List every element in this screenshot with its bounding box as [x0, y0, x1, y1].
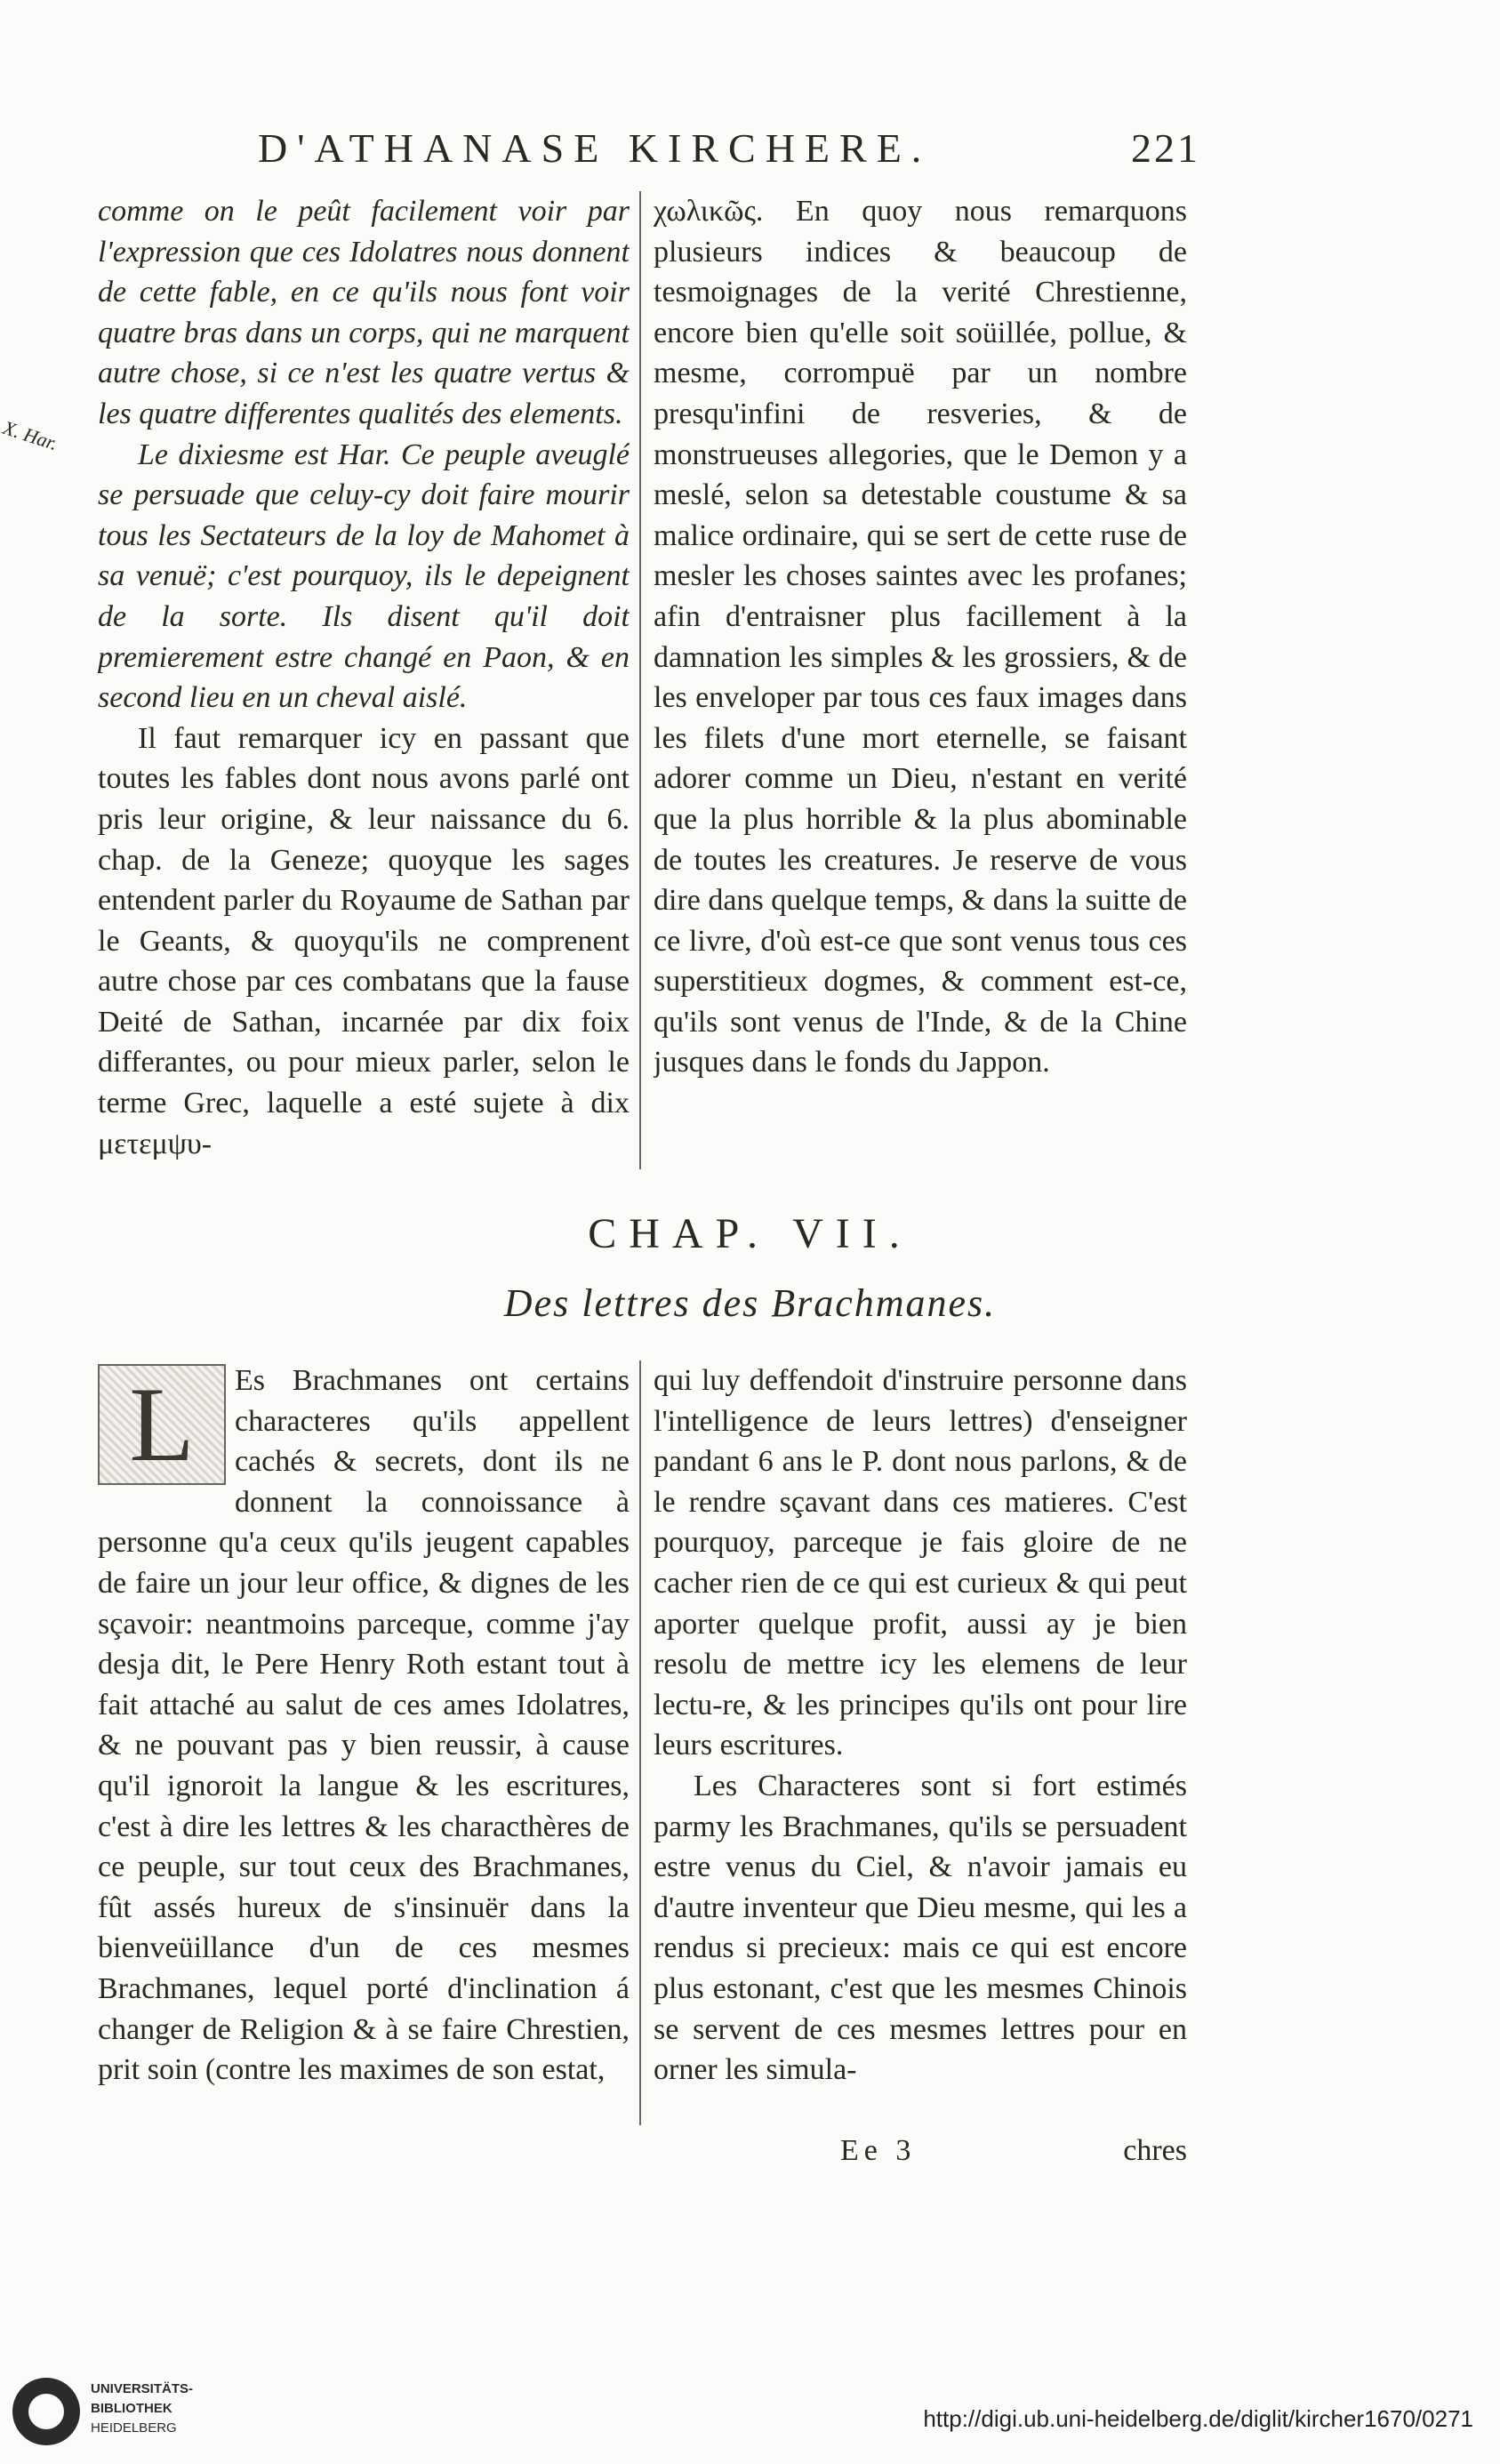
- left-column-bottom: [98, 1360, 630, 2116]
- logo-text: [91, 2380, 193, 2438]
- source-url[interactable]: http://digi.ub.uni-heidelberg.de/diglit/kircher1670/0271: [923, 2405, 1473, 2432]
- page-number: 221: [1131, 125, 1200, 171]
- right-column-top: [654, 191, 1187, 1169]
- paragraph: qui luy deffendoit d'instruire personne dans l'intelligence de leurs lettres) d'enseigner pandant 6 ans le P. dont nous parlons, & de le rendre sçavant dans ces matieres. C'est pourquoy, parceque je fais gloire de ne cacher rien de ce qui est curieux & qui peut aporter quelque profit, aussi ay je bien resolu de mettre icy les elemens de leur lectu-re, & les principes qu'ils ont pour lire leurs escritures.: [654, 1364, 1187, 1762]
- catchword: chres: [1123, 2134, 1187, 2167]
- column-rule: [639, 1360, 641, 2125]
- running-title: D'ATHANASE KIRCHERE.: [258, 125, 932, 171]
- column-rule: [639, 191, 641, 1169]
- paragraph: Le dixiesme est Har. Ce peuple aveuglé se persuade que celuy-cy doit faire mourir tous les Sectateurs de la loy de Mahomet à sa venuë; c'est pourquoy, ils le depeignent de la sorte. Ils disent qu'il doit premierement estre changé en Paon, & en second lieu en un cheval aislé.: [98, 437, 630, 715]
- initial-letter: L: [129, 1365, 195, 1483]
- right-column-bottom: [654, 1360, 1187, 2116]
- signature-mark: Ee 3: [840, 2134, 917, 2167]
- paragraph: Les Characteres sont si fort estimés parmy les Brachmanes, qu'ils se persuadent estre venus du Ciel, & n'avoir jamais eu d'autre inventeur que Dieu mesme, qui les a rendus si precieux: mais ce qui est encore plus estonant, c'est que les mesmes Chinois se servent de ces mesmes lettres pour en orner les simula-: [654, 1769, 1187, 2087]
- logo-line: HEIDELBERG: [91, 2420, 177, 2436]
- decorated-initial: [98, 1364, 226, 1485]
- logo-line: UNIVERSITÄTS-: [91, 2381, 194, 2396]
- paragraph: χωλικῶς. En quoy nous remarquons plusieurs indices & beaucoup de tesmoignages de la verité Chrestienne, encore bien qu'elle soit soüillée, pollue, & mesme, corrompuë par un nombre presqu'infini de resveries, & de monstrueuses allegories, que le Demon y a meslé, selon sa detestable coustume & sa malice ordinaire, qui se sert de cette ruse de mesler les choses saintes avec les profanes; afin d'entraisner plus facillement à la damnation les simples & les grossiers, & de les enveloper par tous ces faux images dans les filets d'une mort eternelle, se faisant adorer comme un Dieu, n'estant en verité que la plus horrible & la plus abominable de toutes les creatures. Je reserve de vous dire dans quelque temps, & dans la suitte de ce livre, d'où est-ce que sont venus tous ces superstitieux dogmes, & comment est-ce, qu'ils sont venus de l'Inde, & de la Chine jusques dans le fonds du Jappon.: [654, 195, 1187, 1080]
- paragraph: Il faut remarquer icy en passant que toutes les fables dont nous avons parlé ont pris leur origine, & leur naissance du 6. chap. de la Geneze; quoyque les sages entendent parler du Royaume de Sathan par le Geants, & quoyqu'ils ne comprenent autre chose par ces combatans que la fause Deité de Sathan, incarnée par dix foix differantes, ou pour mieux parler, selon le terme Grec, laquelle a esté sujete à dix μετεμψυ-: [98, 721, 630, 1160]
- paragraph: comme on le peût facilement voir par l'expression que ces Idolatres nous donnent de cette fable, en ce qu'ils nous font voir quatre bras dans un corps, qui ne marquent autre chose, si ce n'est les quatre vertus & les quatre differentes qualités des elements.: [98, 195, 630, 430]
- chapter-subtitle: Des lettres des Brachmanes.: [503, 1281, 997, 1325]
- running-head: [258, 124, 1200, 178]
- library-logo: [12, 2372, 217, 2452]
- page-foot: [654, 2134, 1187, 2179]
- left-column-top: [98, 191, 630, 1169]
- paragraph: Es Brachmanes ont certains characteres qu'ils appellent cachés & secrets, dont ils ne donnent la connoissance à personne qu'a ceux qu'ils jeugent capables de faire un jour leur office, & dignes de les sçavoir: neantmoins parceque, comme j'ay desja dit, le Pere Henry Roth estant tout à fait attaché au salut de ces ames Idolatres, & ne pouvant pas y bien reussir, à cause qu'il ignoroit la langue & les escritures, c'est à dire les lettres & les characthères de ce peuple, sur tout ceux des Brachmanes, fût assés hureux de s'insinuër dans la bienveüillance d'un de ces mesmes Brachmanes, lequel porté d'inclination á changer de Religion & à se faire Chrestien, prit soin (contre les maximes de son estat,: [98, 1364, 630, 2087]
- logo-line: BIBLIOTHEK: [91, 2401, 172, 2416]
- chapter-heading: CHAP. VII.: [588, 1210, 912, 1257]
- margin-note: X. Har.: [0, 416, 60, 455]
- seal-icon: [12, 2378, 80, 2445]
